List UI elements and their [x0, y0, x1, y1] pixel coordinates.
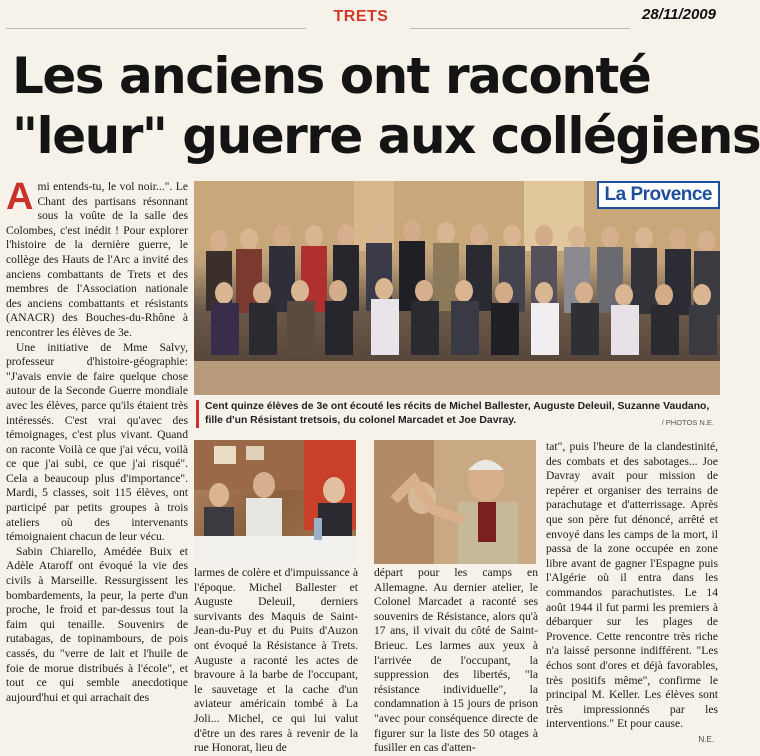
- paragraph-col3: départ pour les camps en Allemagne. Au dernier atelier, le Colonel Marcadet a raconté ses souvenirs de Résistance, alors qu'à 17 ans, il vivait du côté de Saint-Brieuc. Les larmes aux yeux à l'arrivée de l'occupant, la suppression des libertés, "la résistance individuelle", la condamnation à 15 jours de prison "avec pour conséquence directe de figurer sur la liste des 50 otages à fusiller en cas d'atten-: [374, 566, 538, 755]
- article-column-1: [6, 176, 188, 746]
- photo-caption: Cent quinze élèves de 3e ont écouté les récits de Michel Ballester, Auguste Deleuil, Suzanne Vaudano, fille d'un Résistant tretsois, du colonel Marcadet et Joe Davray.: [196, 400, 725, 428]
- paragraph-intro: Ami entends-tu, le vol noir...". Le Chant des partisans résonnant sous la voûte de la salle des Colombes, c'est inédit ! Pour explorer l'histoire de la dernière guerre, le collège des Hauts de l'Arc a invité des anciens combattants de Trets et des membres de l'Association nationale des anciens combattants et résistants (ANACR) des Bouches-du-Rhône à rencontrer les élèves de 3e.: [6, 176, 188, 339]
- paragraph-civils: Sabin Chiarello, Amédée Buix et Adèle Ataroff ont évoqué la vie des civils à Marseille. Ressurgissent les bombardements, la peur, la perte d'un proche, le froid et par-dessus tout la faim qui tenaille. Souvenirs de rutabagas, de topinambours, de pois cassés, du "verre de lait et l'huile de foie de morue distribués à l'école", et tout ce qui semble anecdotique aujourd'hui et qui arrachait des: [6, 544, 188, 704]
- photo-veterans-table: [194, 440, 356, 564]
- headline: [12, 46, 760, 166]
- group-photo: [194, 181, 720, 395]
- photo-credit: / PHOTOS N.E.: [661, 418, 714, 427]
- photo-veterans-illustration: [194, 440, 356, 564]
- paragraph-initiative: Une initiative de Mme Salvy, professeur d'histoire-géographie: "J'avais envie de faire quelque chose autour de la Seconde Guerre mondiale avec les élèves, parce qu'ils étaient très intéressés. C'est vrai qu'avec des témoignages, c'est plus vivant. Quand on raconte Voilà ce que j'ai vécu, voilà ce que j'ai subi, ce que j'ai risqué". Cela a beaucoup plus d'importance". Mardi, 5 classes, soit 115 élèves, ont participé par petits groupes à trois ateliers où des intervenants témoignaient chacun de leur vécu.: [6, 340, 188, 544]
- group-photo-illustration: [194, 181, 720, 395]
- headline-line-1: Les anciens ont raconté: [12, 47, 651, 105]
- headline-line-2: "leur" guerre aux collégiens: [12, 107, 760, 165]
- rubric-rule-left: [6, 28, 306, 29]
- section-rubric: TRETS: [333, 8, 389, 25]
- publication-date: 28/11/2009: [642, 6, 716, 23]
- author-signature: N.E.: [698, 735, 714, 744]
- article-column-3: [374, 566, 538, 755]
- photo-colonel-marcadet: [374, 440, 536, 564]
- article-column-4: [546, 440, 718, 740]
- dropcap: A: [6, 176, 34, 218]
- photo-colonel-illustration: [374, 440, 536, 564]
- la-provence-logo: La Provence: [597, 181, 721, 209]
- paragraph-col4: tat", puis l'heure de la clandestinité, des combats et des sabotages... Joe Davray avait pour mission de repérer et organiser des terrains de parachutage et d'atterrissage. Après que son père fut dénoncé, arrêté et envoyé dans les camps de la mort, il passa de la zone occupée en zone libre avant de gagner l'Espagne puis l'Algérie où il entra dans les commandos parachutistes. Le 14 août 1944 il fut parmi les premiers à débarquer sur les plages de Provence. Cette rencontre très riche n'a laissé personne indifférent. "Les échos sont d'ores et déjà favorables, très positifs même", confirme le principal M. Keller. Les élèves sont très impressionnés par les interventions." Et pour cause.: [546, 440, 718, 731]
- paragraph-col2: larmes de colère et d'impuissance à l'époque. Michel Ballester et Auguste Deleuil, derniers survivants des Maquis de Saint-Jean-du-Puy et du Puits d'Auzon ont évoqué la Résistance à Trets. Auguste a raconté les actes de bravoure à la barbe de l'occupant, le sauvetage et la cache d'un aviateur américain tombé à La Joli... Michel, ce qui lui valut d'être un des rares à revenir de la rue Honorat, lieu de: [194, 566, 358, 755]
- article-column-2: [194, 566, 358, 755]
- rubric-rule-right: [410, 28, 630, 29]
